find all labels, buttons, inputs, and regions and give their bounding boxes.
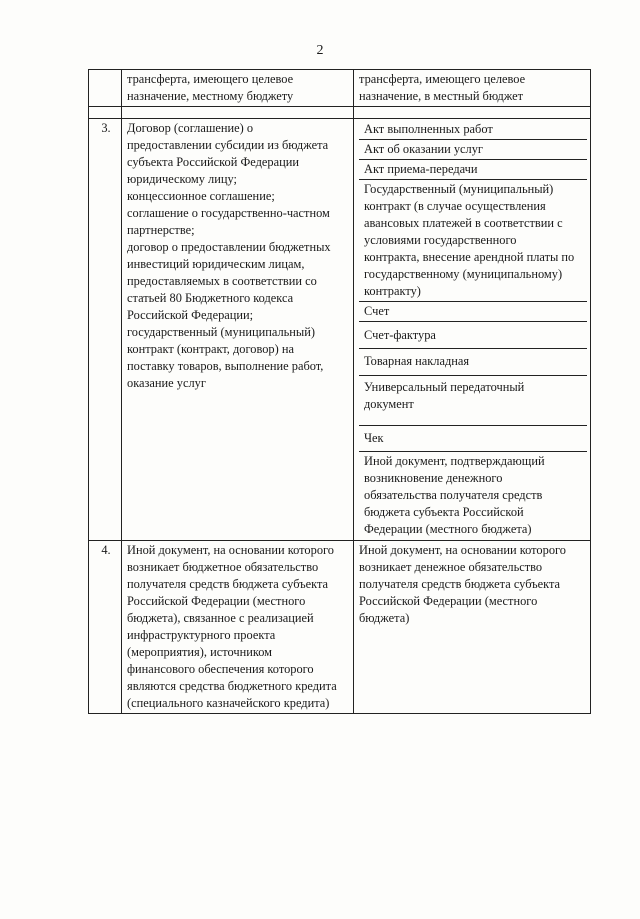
text-line: возникает бюджетное обязательство: [127, 560, 319, 574]
text-line: авансовых платежей в соответствии с: [364, 216, 563, 230]
basis-document-cell: [122, 70, 354, 107]
document-item: [359, 160, 587, 180]
text-line: возникает денежное обязательство: [359, 560, 543, 574]
text-line: получателя средств бюджета субъекта: [359, 577, 561, 591]
basis-document-cell: [122, 119, 354, 541]
text-line: назначение, местному бюджету: [127, 89, 294, 103]
documents-table: [88, 69, 591, 714]
text-line: Товарная накладная: [364, 354, 470, 368]
text-line: бюджета субъекта Российской: [364, 505, 524, 519]
table-spacer-row: [89, 107, 591, 119]
text-line: (специального казначейского кредита): [127, 696, 330, 710]
text-line: являются средства бюджетного кредита: [127, 679, 337, 693]
text-line: субъекта Российской Федерации: [127, 155, 299, 169]
text-line: Счет-фактура: [364, 328, 436, 342]
document-item: [359, 302, 587, 322]
text-line: партнерстве;: [127, 223, 195, 237]
text-line: Иной документ, на основании которого: [127, 543, 334, 557]
text-line: условиями государственного: [364, 233, 517, 247]
document-item: [359, 322, 587, 349]
document-item: [359, 140, 587, 160]
text-line: документ: [364, 397, 414, 411]
text-line: финансового обеспечения которого: [127, 662, 314, 676]
document-item: [359, 180, 587, 302]
text-line: контракта, внесение арендной платы по: [364, 250, 575, 264]
text-line: соглашение о государственно-частном: [127, 206, 330, 220]
text-line: Федерации (местного бюджета): [364, 522, 532, 536]
text-line: Акт об оказании услуг: [364, 142, 483, 156]
table-row: [89, 70, 591, 107]
text-line: Акт выполненных работ: [364, 122, 493, 136]
text-line: (мероприятия), источником: [127, 645, 273, 659]
document-item: [359, 426, 587, 452]
row-number: [89, 70, 122, 107]
text-line: Счет: [364, 304, 390, 318]
text-line: Российской Федерации (местного: [359, 594, 538, 608]
confirming-document-cell: [354, 541, 591, 714]
text-line: возникновение денежного: [364, 471, 503, 485]
text-line: Чек: [364, 431, 384, 445]
confirming-documents-list: [354, 119, 591, 541]
text-line: Иной документ, подтверждающий: [364, 454, 545, 468]
document-item: [359, 349, 587, 376]
row-number: 3.: [89, 119, 122, 541]
text-line: статьей 80 Бюджетного кодекса: [127, 291, 294, 305]
text-line: Иной документ, на основании которого: [359, 543, 566, 557]
text-line: юридическому лицу;: [127, 172, 237, 186]
text-line: получателя средств бюджета субъекта: [127, 577, 329, 591]
text-line: контракту): [364, 284, 421, 298]
text-line: трансферта, имеющего целевое: [359, 72, 526, 86]
text-line: Акт приема-передачи: [364, 162, 478, 176]
table-row: [89, 119, 591, 541]
text-line: трансферта, имеющего целевое: [127, 72, 294, 86]
basis-document-cell: [122, 541, 354, 714]
text-line: предоставляемых в соответствии со: [127, 274, 317, 288]
text-line: поставку товаров, выполнение работ,: [127, 359, 324, 373]
text-line: инвестиций юридическим лицам,: [127, 257, 305, 271]
text-line: Российской Федерации;: [127, 308, 254, 322]
document-item: [359, 452, 587, 539]
text-line: контракт (контракт, договор) на: [127, 342, 294, 356]
document-item: [359, 120, 587, 140]
text-line: концессионное соглашение;: [127, 189, 275, 203]
page-number: 2: [316, 43, 324, 58]
text-line: государственному (муниципальному): [364, 267, 563, 281]
text-line: бюджета), связанное с реализацией: [127, 611, 314, 625]
text-line: Государственный (муниципальный): [364, 182, 554, 196]
text-line: обязательства получателя средств: [364, 488, 543, 502]
text-line: Российской Федерации (местного: [127, 594, 306, 608]
text-line: контракт (в случае осуществления: [364, 199, 546, 213]
document-item: [359, 376, 587, 426]
text-line: бюджета): [359, 611, 410, 625]
text-line: Универсальный передаточный: [364, 380, 525, 394]
text-line: государственный (муниципальный): [127, 325, 316, 339]
confirming-document-cell: [354, 70, 591, 107]
text-line: предоставлении субсидии из бюджета: [127, 138, 329, 152]
text-line: Договор (соглашение) о: [127, 121, 254, 135]
row-number: 4.: [89, 541, 122, 714]
text-line: оказание услуг: [127, 376, 206, 390]
table-row: [89, 541, 591, 714]
text-line: договор о предоставлении бюджетных: [127, 240, 331, 254]
text-line: назначение, в местный бюджет: [359, 89, 524, 103]
text-line: инфраструктурного проекта: [127, 628, 276, 642]
